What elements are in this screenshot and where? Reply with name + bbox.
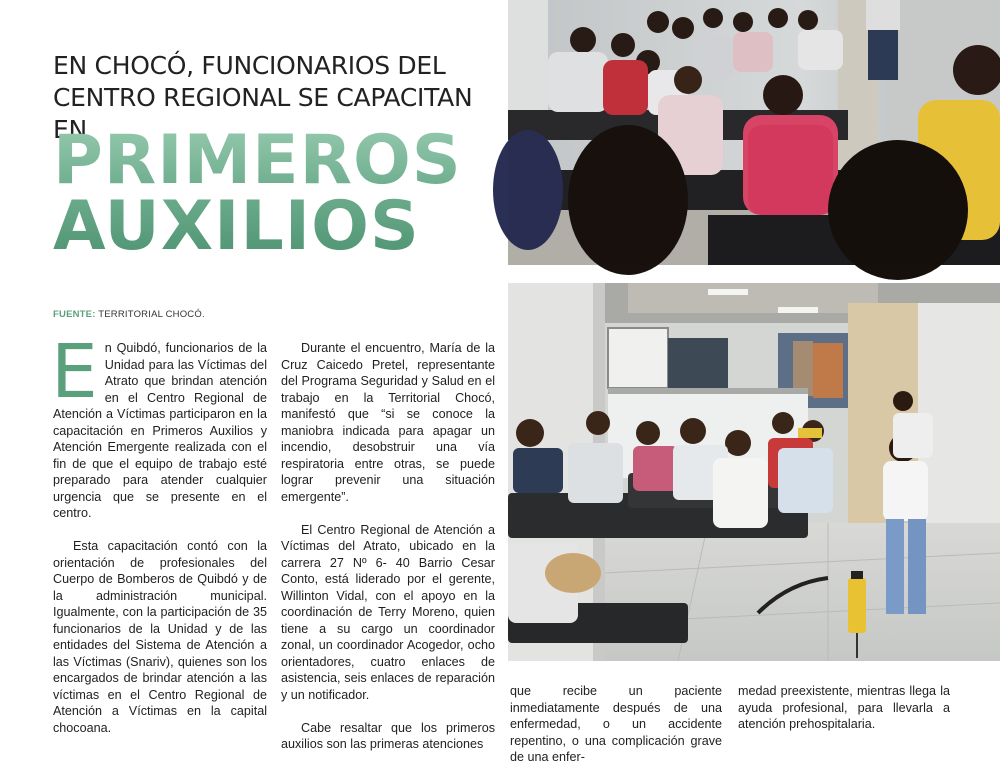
- article-column-4: [738, 683, 950, 749]
- source-label: FUENTE:: [53, 309, 96, 320]
- article-paragraph-5: Cabe resaltar que los primeros auxilios son las primeras atenciones: [281, 720, 495, 751]
- drop-cap: E: [51, 329, 98, 415]
- article-paragraph-6: que recibe un paciente inmediatamente después de una enfermedad, o un accidente repentino, o una complicación grave de una enfer-: [510, 684, 722, 764]
- photo-training-demonstration: [508, 283, 1000, 661]
- article-paragraph-1: [51, 329, 267, 522]
- source-credit: [53, 309, 205, 320]
- article-column-1: [51, 329, 267, 753]
- photo-demonstration-illustration: [508, 283, 1000, 661]
- source-value: TERRITORIAL CHOCÓ.: [98, 309, 205, 320]
- headline-main: [53, 121, 503, 266]
- article-paragraph-2: Esta capacitación contó con la orientación de profesionales del Cuerpo de Bomberos de Quibdó y de la administración municipal. Igualmente, con la participación de 35 funcionarios de la Unidad y de las entidades del Sistema de Atención a las Víctimas (Snariv), quienes son los encargados de brindar atención a las víctimas en el Centro Regional de Atención a Víctimas en la capital chocoana.: [53, 539, 267, 735]
- photo-audience-illustration: [508, 0, 1000, 265]
- article-paragraph-4: El Centro Regional de Atención a Víctimas del Atrato, ubicado en la carrera 27 Nº 6- 40 Barrio Cesar Conto, está liderado por el gerente, Willinton Vidal, con el apoyo en la coordinación de Terry Moreno, quien tiene a su cargo un coordinador zonal, un coordinador Acogedor, ocho orientadores, cuatro enlaces de asistencia, seis enlaces de reparación y un notificador.: [281, 522, 495, 702]
- photo-audience-seated: [508, 0, 1000, 265]
- article-paragraph-7: medad preexistente, mientras llega la ayuda profesional, para llevarla a atención prehospitalaria.: [738, 684, 950, 731]
- article-paragraph-3: Durante el encuentro, María de la Cruz Caicedo Pretel, representante del Programa Seguridad y Salud en el trabajo en la Territorial Chocó, manifestó que “si se conoce la maniobra indicada para apagar un incendio, desobstruir una vía respiratoria entre otras, se puede lograr prevenir una situación emergente”.: [281, 341, 495, 504]
- article-paragraph-1-text: n Quibdó, funcionarios de la Unidad para las Víctimas del Atrato que brindan atención en el Centro Regional de Atención a Víctimas participaron en la capacitación en Primeros Auxilios y Atención Emergente realizada con el fin de que el equipo de trabajo esté preparado para atender cualquier urgencia que se presente en el centro.: [53, 341, 267, 520]
- article-column-2: [281, 340, 495, 769]
- headline-kicker-line-1: EN CHOCÓ, FUNCIONARIOS DEL: [53, 51, 446, 80]
- headline-main-line-1: PRIMEROS: [53, 121, 462, 200]
- headline-main-line-2: AUXILIOS: [53, 187, 420, 266]
- article-column-3: [510, 683, 722, 782]
- headline-kicker-line-2: CENTRO REGIONAL SE CAPACITAN: [53, 83, 473, 112]
